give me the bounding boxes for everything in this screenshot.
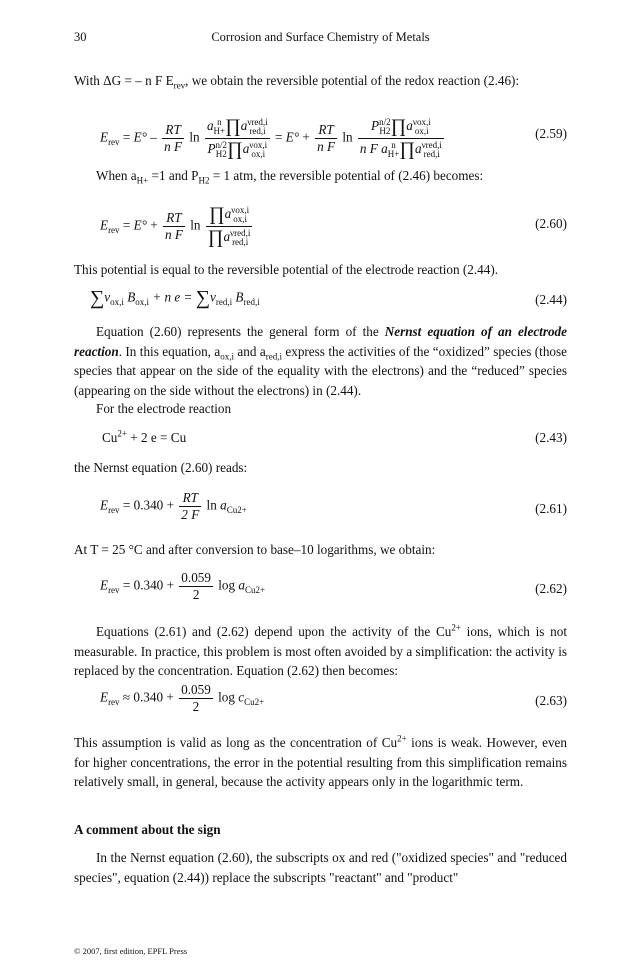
when-sub-1: H+ <box>136 175 149 186</box>
sym-a: a <box>220 497 227 513</box>
equals: = <box>119 217 134 233</box>
exp-stack <box>249 141 267 159</box>
fraction-activities-1 <box>205 116 270 161</box>
const-0340: 0.340 <box>133 497 164 513</box>
sym-a: a <box>240 118 248 134</box>
symbol-e0: E° <box>285 129 300 145</box>
sym-a: a <box>206 118 214 134</box>
sub-ox-i: ox,i <box>251 149 266 159</box>
exp-stack <box>247 118 267 136</box>
p2-sup: 2+ <box>451 622 461 633</box>
ln: ln <box>342 129 353 145</box>
p1-sub2: red,i <box>265 351 282 362</box>
exp-n: n <box>217 117 222 127</box>
eq-263-body <box>100 682 264 715</box>
plus-ne: + n e = <box>149 289 196 305</box>
p1-bold: Nernst equation of an electrode reaction <box>74 324 568 359</box>
approx: ≈ <box>119 689 134 705</box>
product-symbol: ∏ <box>227 139 243 160</box>
sub-rev: rev <box>108 137 120 148</box>
sub-hplus: H+ <box>213 126 226 136</box>
symbol-e: E <box>100 217 109 233</box>
symbol-e0: E° <box>133 217 147 233</box>
numerator-1 <box>205 116 270 139</box>
denominator-1 <box>205 139 270 161</box>
eq-262-body <box>100 570 265 603</box>
intro-text: With ΔG = – n F E <box>74 73 174 88</box>
numerator: 0.059 <box>181 682 211 697</box>
p3-b: ions is weak. However, even for higher concentrations, the error in the potential resulting from this simplification remains relatively small, in general, because the activity appears only in the logarithmic term. <box>74 735 567 790</box>
numerator: RT <box>163 210 185 227</box>
exp-stack <box>216 141 228 159</box>
sym-a: a <box>381 141 388 157</box>
cu: Cu <box>102 430 118 445</box>
exp-stack <box>413 118 431 136</box>
sym-a: a <box>224 206 232 222</box>
sym-a: a <box>223 229 231 245</box>
for-line: For the electrode reaction <box>96 401 232 416</box>
fraction-rt-nf <box>163 210 185 243</box>
equation-number: (2.43) <box>535 430 567 445</box>
numerator: RT <box>179 490 201 507</box>
sym-p: P <box>371 118 380 134</box>
fraction-0059-2 <box>179 682 213 715</box>
paragraph-assumption <box>74 733 567 792</box>
equation-2-61 <box>100 488 567 528</box>
p1-a: Equation (2.60) represents the general form of the <box>96 324 385 339</box>
fraction-rt-2f <box>179 490 201 523</box>
exp-nu-red: νred,i <box>421 140 442 150</box>
sup-2plus: 2+ <box>117 428 127 439</box>
symbol-e0: E° <box>133 129 147 145</box>
eq-259-body <box>100 116 446 161</box>
exp-nu-red: νred,i <box>230 228 251 238</box>
product-symbol: ∏ <box>207 227 224 248</box>
sym-b: B <box>235 289 244 305</box>
equation-2-63 <box>100 680 567 720</box>
symbol-e: E <box>100 129 109 145</box>
exp-nu-ox: νox,i <box>412 117 431 127</box>
denominator: 2 <box>192 587 200 602</box>
sub-rev: rev <box>108 505 120 516</box>
sub-h2: H2 <box>379 126 391 136</box>
symbol-e: E <box>100 577 109 593</box>
sym-b: B <box>127 289 136 305</box>
equation-2-59 <box>100 104 567 160</box>
equation-number: (2.62) <box>535 581 567 596</box>
p1-d: express the activities of the “oxidized” species (those species that appear on the side of the equality with the electrons) and the “reduced” species (appearing on the side without the electrons) in (2.44). <box>74 343 567 398</box>
p1-b: . In this equation, a <box>118 343 221 359</box>
denominator: n F <box>317 139 336 154</box>
equation-2-60 <box>100 196 567 252</box>
equation-number: (2.61) <box>535 501 567 516</box>
potential-line: This potential is equal to the reversible potential of the electrode reaction (2.44). <box>74 262 499 277</box>
when-line <box>74 166 567 186</box>
sub-red-i: red,i <box>243 297 260 308</box>
sym-a: a <box>406 118 413 134</box>
denominator: n F <box>164 139 183 154</box>
p2-a: Equations (2.61) and (2.62) depend upon the activity of the Cu <box>96 624 452 639</box>
sub-rev: rev <box>108 697 120 708</box>
exp-nu-ox: νox,i <box>249 140 268 150</box>
numerator: 0.059 <box>181 570 211 585</box>
const-0340: 0.340 <box>133 689 164 705</box>
paragraph-activity <box>74 622 567 681</box>
p3-sup: 2+ <box>397 733 407 744</box>
sum-symbol: ∑ <box>195 287 211 309</box>
plus: + <box>146 217 158 233</box>
sym-a: a <box>414 141 422 157</box>
equals: = <box>274 129 286 145</box>
sub-red-i: red,i <box>215 297 233 308</box>
plus: + <box>163 689 174 705</box>
exp-stack <box>379 118 391 136</box>
at-line: At T = 25 °C and after conversion to base–10 logarithms, we obtain: <box>74 542 436 557</box>
exp-n2: n/2 <box>379 117 391 127</box>
eq-261-body <box>100 490 247 523</box>
product-symbol: ∏ <box>209 204 225 225</box>
section-heading: A comment about the sign <box>74 822 221 837</box>
product-symbol: ∏ <box>390 116 407 137</box>
sub-ox-i: ox,i <box>110 297 124 308</box>
ln: ln <box>190 217 201 233</box>
minus: – <box>146 129 157 145</box>
numerator: RT <box>162 122 184 139</box>
footer-copyright: © 2007, first edition, EPFL Press <box>74 946 188 956</box>
ln: ln <box>189 129 200 145</box>
eq-260-body <box>100 204 254 249</box>
p2-b: ions, which is not measurable. In practice, this problem is most often avoided by a simplification: the activity is replaced by the concentration. Equation (2.62) then becomes: <box>74 624 567 679</box>
product-symbol: ∏ <box>225 116 241 137</box>
eq-243-rest: + 2 e = Cu <box>126 430 187 445</box>
equals: = <box>119 497 134 513</box>
exp-stack <box>214 118 226 136</box>
sum-symbol: ∑ <box>90 287 105 309</box>
sub-ox-i: ox,i <box>414 126 429 136</box>
exp-nu-red: νred,i <box>247 117 268 127</box>
log: log <box>218 689 235 705</box>
when-sub-2: H2 <box>198 175 210 186</box>
exp-stack <box>422 141 442 159</box>
equals: = <box>119 129 134 145</box>
sub-red-i: red,i <box>423 149 440 159</box>
equation-number: (2.60) <box>535 216 567 231</box>
equation-number: (2.44) <box>535 292 567 307</box>
sub-ox-i: ox,i <box>135 297 150 308</box>
exp-n: n <box>391 140 396 150</box>
intro-line <box>74 71 567 91</box>
ln: ln <box>206 497 217 513</box>
equation-number: (2.59) <box>535 126 567 141</box>
symbol-e: E <box>100 497 109 513</box>
sub-cu2: Cu2+ <box>226 505 247 516</box>
denominator-2 <box>358 139 444 161</box>
sym-p: P <box>207 141 216 157</box>
denominator: n F <box>164 227 183 242</box>
intro-rest: , we obtain the reversible potential of the redox reaction (2.46): <box>185 73 520 88</box>
sub-red-i: red,i <box>232 237 249 247</box>
sub-hplus: H+ <box>387 149 400 159</box>
sym-c: c <box>238 689 245 705</box>
eq-243-body <box>102 430 186 446</box>
fraction-activities-3 <box>206 204 253 249</box>
fraction-activities-2 <box>358 116 444 161</box>
when-mid: =1 and P <box>148 168 199 183</box>
exp-n2: n/2 <box>215 140 228 150</box>
log: log <box>218 577 236 593</box>
p1-sub1: ox,i <box>220 351 234 362</box>
sub-rev: rev <box>108 585 120 596</box>
sym-nf: n F <box>359 141 382 157</box>
paragraph-sign: In the Nernst equation (2.60), the subscripts ox and red ("oxidized species" and "reduced species", equation (2.44)) replace the subscripts "reactant" and "product" <box>74 850 567 885</box>
sym-a: a <box>242 141 250 157</box>
plus: + <box>163 577 174 593</box>
numerator-3 <box>206 204 253 227</box>
equals: = <box>119 577 134 593</box>
plus: + <box>163 497 174 513</box>
sub-cu2: Cu2+ <box>245 585 266 596</box>
denominator: 2 <box>192 699 200 714</box>
when-rest: = 1 atm, the reversible potential of (2.46) becomes: <box>209 168 484 183</box>
product-symbol: ∏ <box>399 139 415 160</box>
numerator: RT <box>315 122 337 139</box>
fraction-rt-nf <box>315 122 337 155</box>
exp-stack <box>230 229 250 247</box>
sub-ox-i: ox,i <box>233 214 248 224</box>
exp-stack <box>231 206 249 224</box>
equation-number: (2.63) <box>535 693 567 708</box>
sub-red-i: red,i <box>249 126 266 136</box>
paragraph-nernst <box>74 322 567 400</box>
page-number: 30 <box>74 30 87 44</box>
numerator-2 <box>358 116 444 139</box>
intro-sub: rev <box>173 80 186 91</box>
sub-h2: H2 <box>215 149 227 159</box>
sym-a: a <box>238 577 246 593</box>
fraction-rt-nf <box>162 122 184 155</box>
plus: + <box>299 129 310 145</box>
nernst-reads: the Nernst equation (2.60) reads: <box>74 460 248 475</box>
p3-a: This assumption is valid as long as the concentration of Cu <box>74 735 398 750</box>
fraction-0059-2 <box>179 570 213 603</box>
running-title: Corrosion and Surface Chemistry of Metals <box>211 30 430 44</box>
const-0340: 0.340 <box>133 577 164 593</box>
exp-nu-ox: νox,i <box>231 205 250 215</box>
denominator-3 <box>206 227 253 249</box>
exp-stack <box>388 141 400 159</box>
when-text: When a <box>96 168 137 183</box>
p1-c: and a <box>234 343 266 359</box>
symbol-e: E <box>100 689 109 705</box>
sub-cu2: Cu2+ <box>244 697 265 708</box>
denominator: 2 F <box>181 507 200 522</box>
equation-2-43 <box>102 430 567 450</box>
sub-rev: rev <box>108 225 120 236</box>
eq-244-body: $\sum\nu_{ox,i}$ $B_{ox,i} + n$ $e = \sum\nu_{red,i}$ $B_{red,i}$ <box>90 287 260 309</box>
equation-2-62 <box>100 568 567 608</box>
equation-2-44 <box>90 287 567 313</box>
